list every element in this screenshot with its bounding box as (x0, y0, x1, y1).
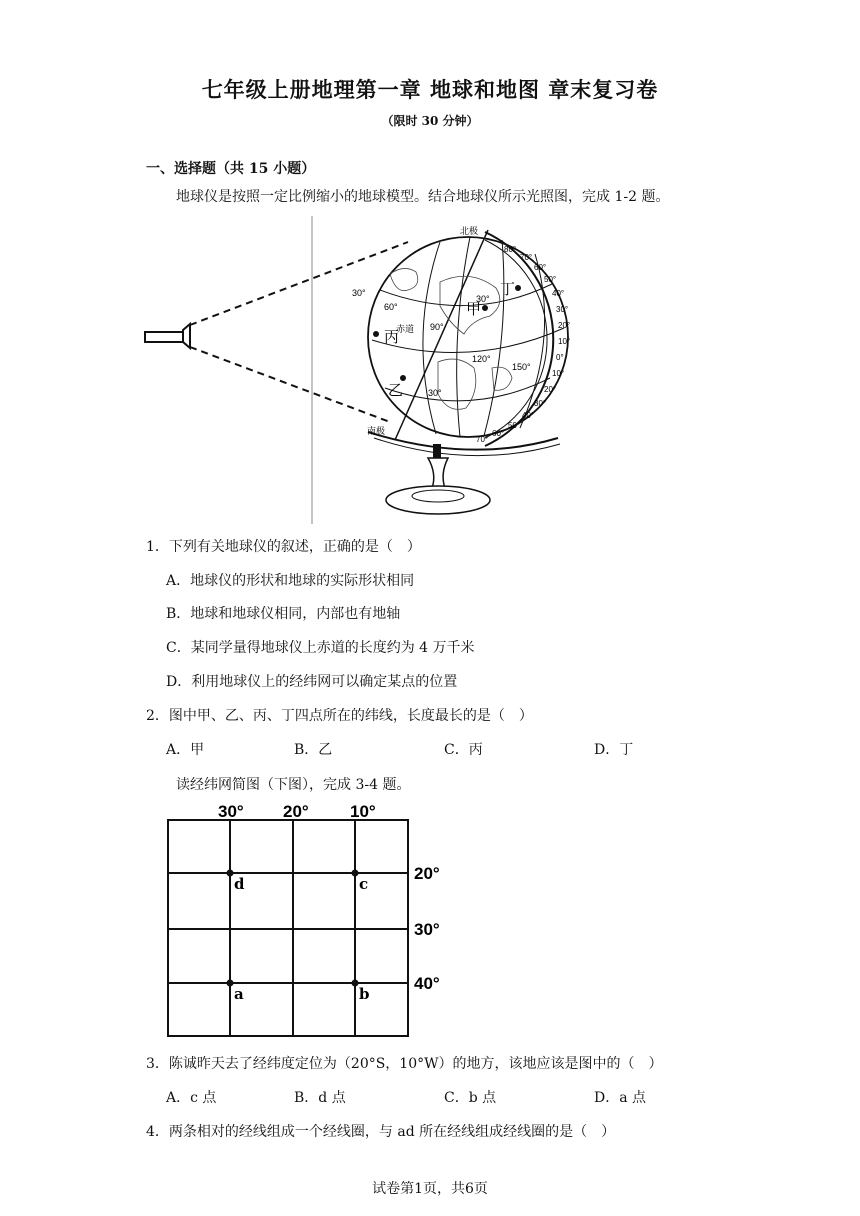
longitude-label-20: 20° (283, 802, 309, 821)
scale-label: 40° (522, 411, 535, 420)
longitude-label: 120° (472, 354, 491, 364)
scale-label: 30° (556, 305, 569, 314)
scale-label: 60° (534, 263, 547, 272)
south-pole-label: 南极 (367, 426, 386, 436)
question-1-option-c: C．某同学量得地球仪上赤道的长度约为 4 万千米 (166, 640, 475, 656)
intro-text-1: 地球仪是按照一定比例缩小的地球模型。结合地球仪所示光照图，完成 1-2 题。 (176, 189, 670, 205)
question-3-option-a: A．c 点 (166, 1090, 217, 1106)
scale-label: 50° (508, 421, 521, 430)
latitude-label-40: 40° (414, 974, 440, 993)
question-4-stem: 4．两条相对的经线组成一个经线圈，与 ad 所在经线组成经线圈的是（ ） (146, 1124, 616, 1140)
intro-text-2: 读经纬网简图（下图），完成 3-4 题。 (176, 777, 411, 793)
point-bing-label: 丙 (384, 328, 400, 346)
latitude-label-20: 20° (414, 864, 440, 883)
question-2-stem: 2．图中甲、乙、丙、丁四点所在的纬线，长度最长的是（ ） (146, 708, 533, 724)
globe-figure (140, 212, 600, 528)
scale-label: 50° (544, 275, 557, 284)
latitude-label-30: 30° (414, 920, 440, 939)
time-limit: （限时 30 分钟） (381, 114, 479, 128)
scale-label: 20° (544, 385, 557, 394)
point-b-label: b (359, 985, 370, 1003)
longitude-label: 90° (430, 322, 444, 332)
scale-label: 0° (556, 353, 564, 362)
page-footer: 试卷第1页，共6页 (372, 1181, 488, 1197)
question-1-option-d: D．利用地球仪上的经纬网可以确定某点的位置 (166, 674, 458, 690)
document-title: 七年级上册地理第一章 地球和地图 章末复习卷 (201, 77, 659, 102)
lat-long-grid-figure (160, 798, 460, 1042)
question-2-option-c: C．丙 (444, 742, 483, 758)
question-3-option-d: D．a 点 (594, 1090, 647, 1106)
point-d-label: d (234, 875, 245, 893)
scale-label: 70° (520, 253, 533, 262)
question-3-option-b: B．d 点 (294, 1090, 346, 1106)
latitude-label: 30° (428, 388, 442, 398)
point-a-label: a (234, 985, 244, 1003)
scale-label: 70° (476, 435, 489, 444)
question-1-option-a: A．地球仪的形状和地球的实际形状相同 (166, 573, 415, 589)
question-3-stem: 3．陈诚昨天去了经纬度定位为（20°S，10°W）的地方，该地应该是图中的（ ） (146, 1056, 663, 1072)
longitude-label: 150° (512, 362, 531, 372)
longitude-label-30: 30° (218, 802, 244, 821)
longitude-label: 30° (352, 288, 366, 298)
question-2-option-b: B．乙 (294, 742, 333, 758)
scale-label: 30° (534, 399, 547, 408)
scale-label: 60° (492, 429, 505, 438)
point-jia-label: 甲 (466, 300, 482, 318)
section-heading: 一、选择题（共 15 小题） (146, 161, 316, 177)
scale-label: 40° (552, 289, 565, 298)
scale-label: 80° (504, 245, 517, 254)
point-ding-label: 丁 (500, 280, 516, 298)
question-2-option-a: A．甲 (166, 742, 205, 758)
question-3-option-c: C．b 点 (444, 1090, 497, 1106)
question-2-option-d: D．丁 (594, 742, 634, 758)
flashlight-icon (145, 324, 190, 348)
scale-label: 10° (558, 337, 571, 346)
longitude-label-10: 10° (350, 802, 376, 821)
latitude-label: 30° (476, 294, 490, 304)
equator-label: 赤道 (396, 324, 415, 334)
point-yi-label: 乙 (388, 381, 404, 399)
point-c-label: c (359, 875, 369, 893)
scale-label: 10° (552, 369, 565, 378)
question-1-stem: 1．下列有关地球仪的叙述，正确的是（ ） (146, 539, 421, 555)
longitude-label: 60° (384, 302, 398, 312)
question-1-option-b: B．地球和地球仪相同，内部也有地轴 (166, 606, 401, 622)
north-pole-label: 北极 (460, 226, 479, 236)
scale-label: 20° (558, 321, 571, 330)
